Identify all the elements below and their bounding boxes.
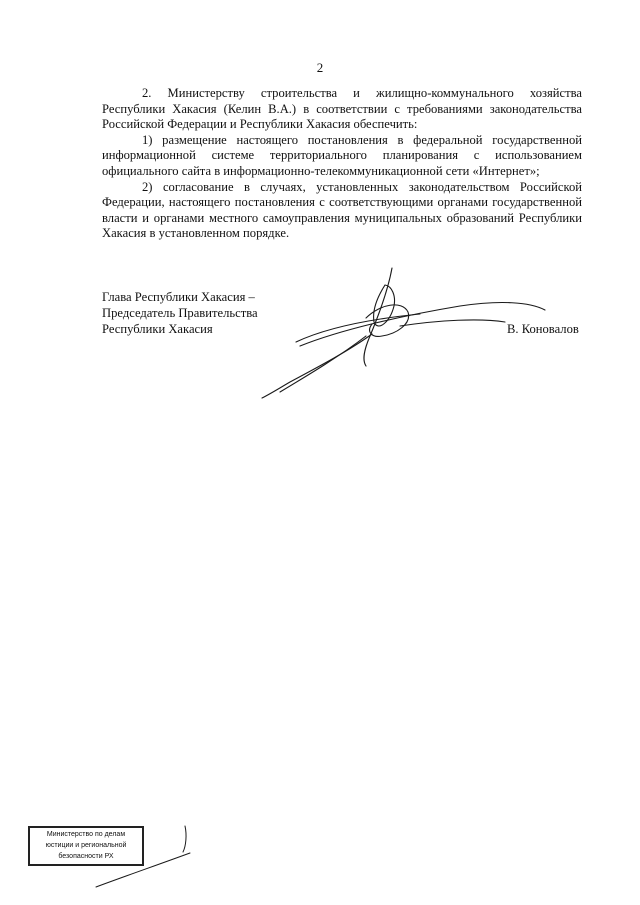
document-body <box>102 86 582 242</box>
paragraph-approval: 2) согласование в случаях, установленных законодательством Российской Федерации, настоящего постановления с соответствующими органами государственной власти и органами местного самоуправления муниципальных образований Республики Хакасия в установленном порядке. <box>102 179 582 241</box>
signer-position-line: Республики Хакасия <box>102 322 213 336</box>
stamp-line: Министерство по делам <box>46 831 126 838</box>
paragraph-publication: 1) размещение настоящего постановления в федеральной государственной информационной системе территориального планирования с использованием официального сайта в информационно-телекоммуникационной сети «Интернет»; <box>102 132 582 178</box>
paragraph-ministry-obligation: 2. Министерству строительства и жилищно-коммунального хозяйства Республики Хакасия (Келин В.А.) в соответствии с требованиями законодательства Российской Федерации и Республики Хакасия обеспечить: <box>102 86 582 132</box>
ministry-stamp <box>28 826 144 866</box>
stamp-line: юстиции и региональной <box>45 842 127 849</box>
signer-position-line: Председатель Правительства <box>102 306 258 320</box>
page-number: 2 <box>316 60 324 75</box>
stamp-line: безопасности РХ <box>58 853 114 860</box>
signer-position-line: Глава Республики Хакасия – <box>102 290 255 304</box>
signer-position <box>102 289 258 337</box>
signer-name: В. Коновалов <box>507 322 579 336</box>
